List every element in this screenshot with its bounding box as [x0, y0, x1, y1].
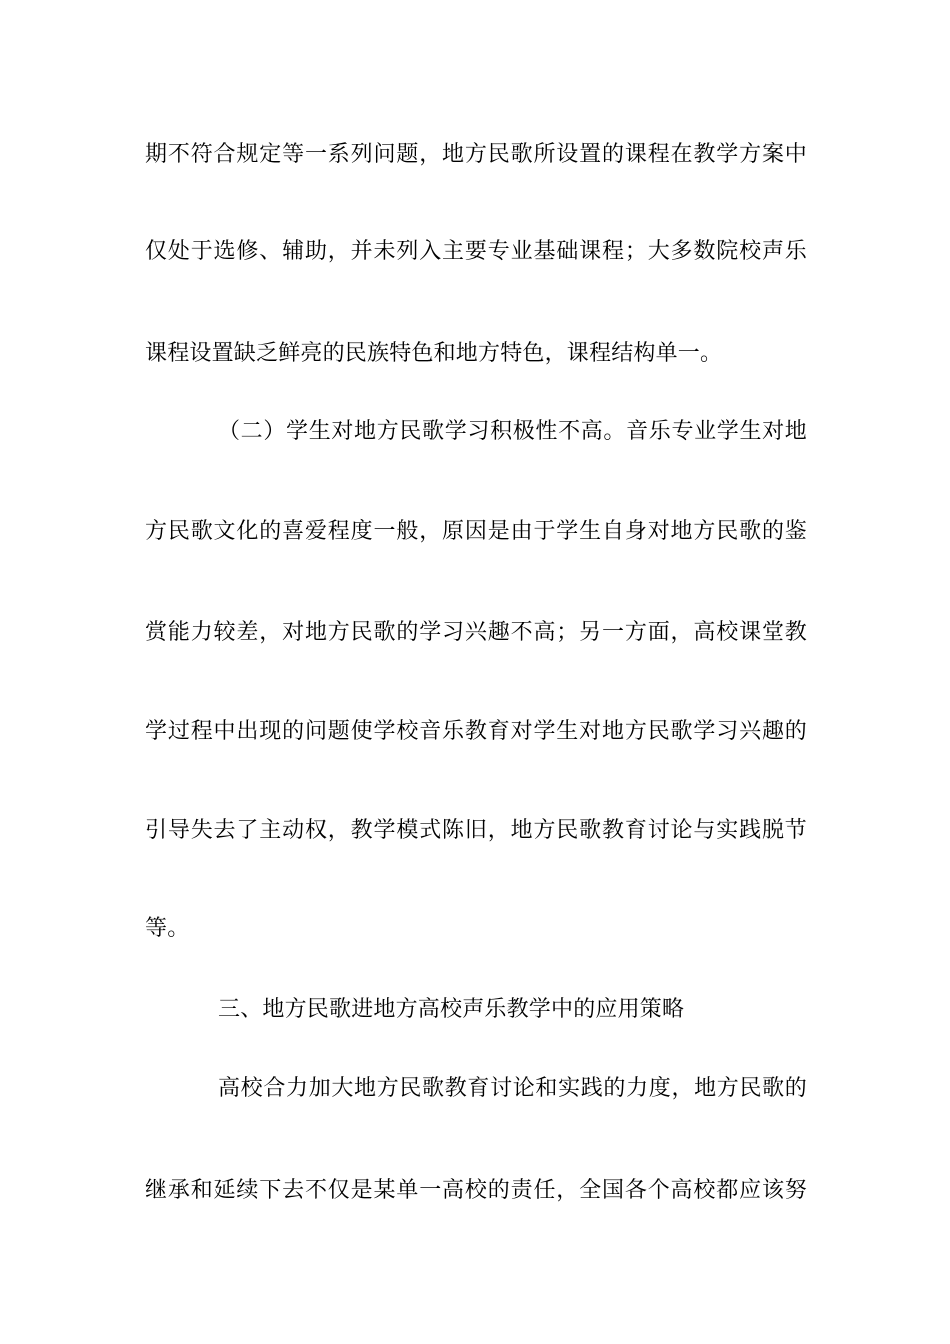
paragraph-line-5: 方民歌文化的喜爱程度一般，原因是由于学生自身对地方民歌的鉴 — [145, 519, 807, 544]
paragraph-line-7: 学过程中出现的问题使学校音乐教育对学生对地方民歌学习兴趣的 — [145, 719, 807, 744]
paragraph-line-8: 引导失去了主动权，教学模式陈旧，地方民歌教育讨论与实践脱节 — [145, 818, 807, 843]
paragraph-line-6: 赏能力较差，对地方民歌的学习兴趣不高；另一方面，高校课堂教 — [145, 620, 807, 645]
paragraph-line-1: 期不符合规定等一系列问题，地方民歌所设置的课程在教学方案中 — [145, 142, 807, 167]
section-heading: 三、地方民歌进地方高校声乐教学中的应用策略 — [218, 997, 685, 1022]
paragraph-line-9: 等。 — [145, 916, 190, 941]
paragraph-line-3: 课程设置缺乏鲜亮的民族特色和地方特色，课程结构单一。 — [145, 341, 723, 366]
paragraph-line-4: （二）学生对地方民歌学习积极性不高。音乐专业学生对地 — [218, 419, 807, 444]
paragraph-line-2: 仅处于选修、辅助，并未列入主要专业基础课程；大多数院校声乐 — [145, 239, 807, 264]
paragraph-line-12: 继承和延续下去不仅是某单一高校的责任，全国各个高校都应该努 — [145, 1178, 807, 1203]
paragraph-line-11: 高校合力加大地方民歌教育讨论和实践的力度，地方民歌的 — [218, 1076, 807, 1101]
